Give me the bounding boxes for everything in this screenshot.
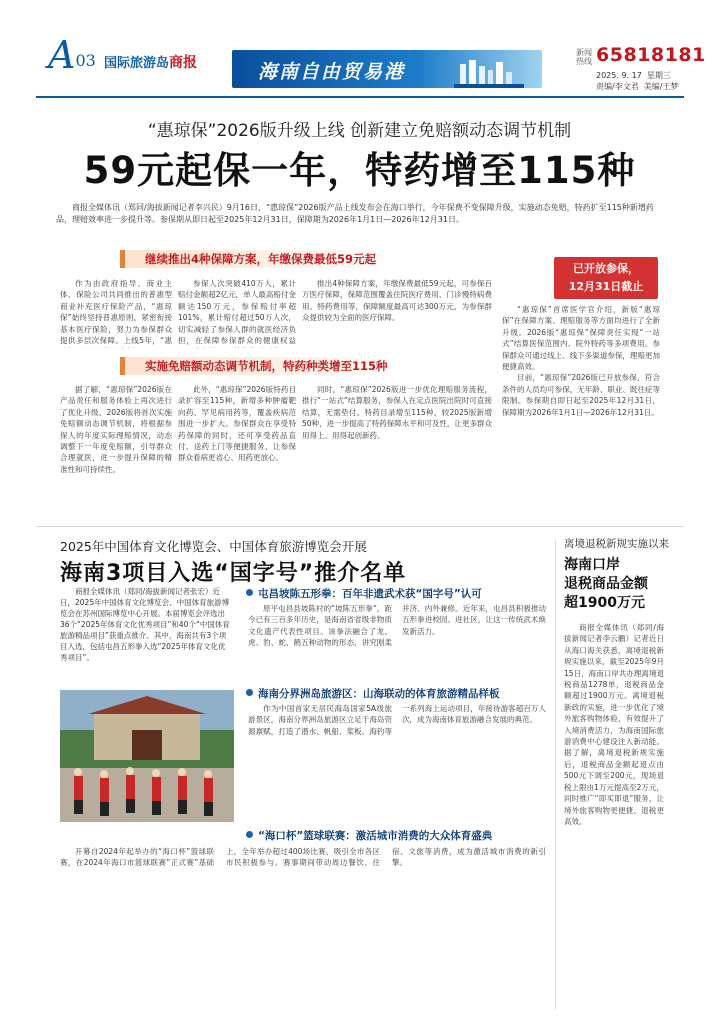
tax-refund-kicker: 离境退税新规实施以来 <box>564 538 669 550</box>
lead-column-2-top: 参保人次突破410万人，累计赔付金额超2亿元，单人最高赔付金额达150万元，参保赔付率超101%，累计赔付超过50万人次，切实减轻了参保人群的就医经济负担，在保障参保群众的健康权益 <box>178 279 296 346</box>
lead-column-4: “惠琼保”首席医学官介绍，新版“惠琼保”在保障方案、理赔服务等方面均进行了全新升级。2026版“惠琼保”保障责任实现“一站式”结算医保范围内、院外特药等多项费用。参保群众可通过线上、线下多渠道参保，理赔更加便捷高效。 目前，“惠琼保”2026版已开放参保，符合条件的人员均可参保，无年龄、职业、既往症等限制。参保期自即日起至2025年12月31日，保障期为2026年1月1日—2026年12月31日。 <box>502 305 660 417</box>
sports-headline: 海南3项目入选“国字号”推介名单 <box>60 561 407 586</box>
item-3-text: 开幕自2024年起举办的“海口杯”篮球联赛，在2024年海口市篮球联赛“正式赛”基础上，全年举办超过400场比赛，吸引全市各区市民积极参与。赛事期间带动周边餐饮、住宿、文旅等消费，成为激活城市消费的新引擎。 <box>60 847 546 868</box>
section-brand: 商报 <box>169 55 198 71</box>
lead-subhead-1: 继续推出4种保障方案，年缴保费最低59元起 <box>120 250 386 268</box>
designer-credit: 美编/王梦 <box>643 82 679 91</box>
callout-line-1: 已开放参保， <box>573 262 639 275</box>
masthead <box>0 0 719 96</box>
sports-lede: 商报全媒体讯（郑同/海拔新闻记者张宏）近日，2025年中国体育文化博览会、中国体育旅游博览会在苏州国际博览中心开展。本届博览会评选出36个“2025年体育文化优秀项目”和40个“中国体育旅游精品项目”获重点推介。其中，海南共有3个项目入选，包括屯昌五形拳入选“2025年体育文化优秀项目”。 <box>60 587 230 662</box>
section-banner <box>232 50 542 88</box>
lead-column-2-bottom: 此外，“惠琼保”2026版特药目录扩容至115种，新增多种肿瘤靶向药、罕见病用药等，覆盖疾病范围进一步扩大。参保群众在享受特药保障的同时，还可享受药品直付、送药上门等便捷服务，让参保群众看病更省心、用药更放心。 <box>178 385 296 463</box>
item-3-title: “海口杯”篮球联赛：激活城市消费的大众体育盛典 <box>246 828 492 843</box>
lead-column-3-bottom: 同时，“惠琼保”2026版进一步优化理赔服务流程，推行“一站式”结算服务，参保人在定点医院出院时可直接结算，无需垫付。特药目录增至115种，较2025版新增50种，进一步提高了特药保障水平和可及性，让更多群众用得上、用得起创新药。 <box>302 385 492 440</box>
skyline-icon <box>454 58 524 88</box>
callout-line-2: 12月31日截止 <box>568 280 644 293</box>
tax-refund-headline: 海南口岸 退税商品金额 超1900万元 <box>564 557 648 611</box>
issue-weekday: 星期三 <box>646 71 671 80</box>
right-column-rule <box>555 540 556 1010</box>
item-2-text: 作为中国首家无居民海岛国家5A级旅游景区，海南分界洲岛旅游区立足于海岛资源禀赋，打造了潜水、帆船、桨板、海钓等一系列海上运动项目，年接待游客超百万人次，成为海南体育旅游融合发展的典范。 <box>248 704 546 736</box>
editor-credit: 责编/李文君 <box>596 82 639 91</box>
item-2-title: 海南分界洲岛旅游区：山海联动的体育旅游精品样板 <box>246 686 500 701</box>
deadline-callout <box>554 257 658 299</box>
section-divider <box>36 526 684 527</box>
hotline-number: 65818181 <box>596 44 706 66</box>
page-number-suffix: 03 <box>75 51 96 70</box>
tax-refund-text: 商报全媒体讯（郑同/海拔新闻记者李云鹏）记者近日从海口海关获悉，离境退税新规实施以来，截至2025年9月15日，海南口岸共办理离境退税商品1278单，退税商品金额超过1900万元。离境退税新政的实施，进一步优化了境外旅客购物体验，有效提升了入境消费活力，为海南国际旅游消费中心建设注入新动能。据了解，离境退税新规实施后，退税商品金额起退点由500元下调至200元，现场退税上限由1万元提高至2万元，同时推广“即买即退”服务，让境外旅客购物更便捷、退税更高效。 <box>564 623 664 826</box>
lead-column-1-bottom: 据了解，“惠琼保”2026版在产品责任和服务体验上再次进行了优化升级。2026版将首次实施免赔额动态调节机制，将根据参保人的年度实际理赔情况，动态调整下一年度免赔额，引导群众合理就医，进一步提升保障的精准性和可持续性。 <box>60 385 172 474</box>
top-rule <box>36 96 684 98</box>
lead-headline: 59元起保一年，特药增至115种 <box>83 149 636 192</box>
issue-date: 2025. 9. 17 <box>596 71 642 80</box>
lead-column-1-top: 作为由政府指导、商业主体、保险公司共同推出的普惠型商业补充医疗保险产品，“惠琼保”始终坚持普惠原则，紧密衔接基本医疗保险，努力为参保群众提供多层次保障。上线5年，“惠 <box>60 279 172 346</box>
lead-column-3-top: 推出4种保障方案，年缴保费最低59元起，可参保百万医疗保障，保障范围覆盖住院医疗费用、门诊慢特病费用、特药费用等，保障额度最高可达300万元，为参保群众提供较为全面的医疗保障。 <box>302 279 492 323</box>
martial-arts-photo <box>60 690 234 822</box>
sports-kicker: 2025年中国体育文化博览会、中国体育旅游博览会开展 <box>60 539 367 554</box>
page-number: A03 <box>48 33 96 77</box>
section-name: 国际旅游岛商报 <box>104 55 198 71</box>
hotline-label: 新闻热线 <box>576 48 592 66</box>
lead-kicker: “惠琼保”2026版升级上线 创新建立免赔额动态调节机制 <box>147 121 572 141</box>
banner-text: 海南自由贸易港 <box>258 61 406 83</box>
photo-illustration <box>60 690 234 822</box>
lead-subhead-2: 实施免赔额动态调节机制，特药种类增至115种 <box>120 357 398 375</box>
item-1-title: 屯昌坡陈五形拳：百年非遗武术获“国字号”认可 <box>246 586 482 601</box>
item-1-text: 原平屯昌县坡陈村的“坡陈五形拳”，距今已有三百多年历史，是海南省省级非物质文化遗产代表性项目。该拳法融合了龙、虎、豹、蛇、鹤五种动物的形态，讲究刚柔并济、内外兼修。近年来，屯昌县积极推动五形拳进校园、进社区，让这一传统武术焕发新活力。 <box>248 604 546 648</box>
dateline <box>596 70 679 92</box>
lead-lede: 商报全媒体讯（郑同/海拔新闻记者李兴民）9月16日，“惠琼保”2026版产品上线发布会在海口举行，今年保费不变保障升级，实施动态免赔，特药扩至115种新增药品，理赔效率进一步提升等。参保期从即日起至2025年12月31日，保障期为2026年1月1日—2026年12月31日。 <box>56 203 654 224</box>
